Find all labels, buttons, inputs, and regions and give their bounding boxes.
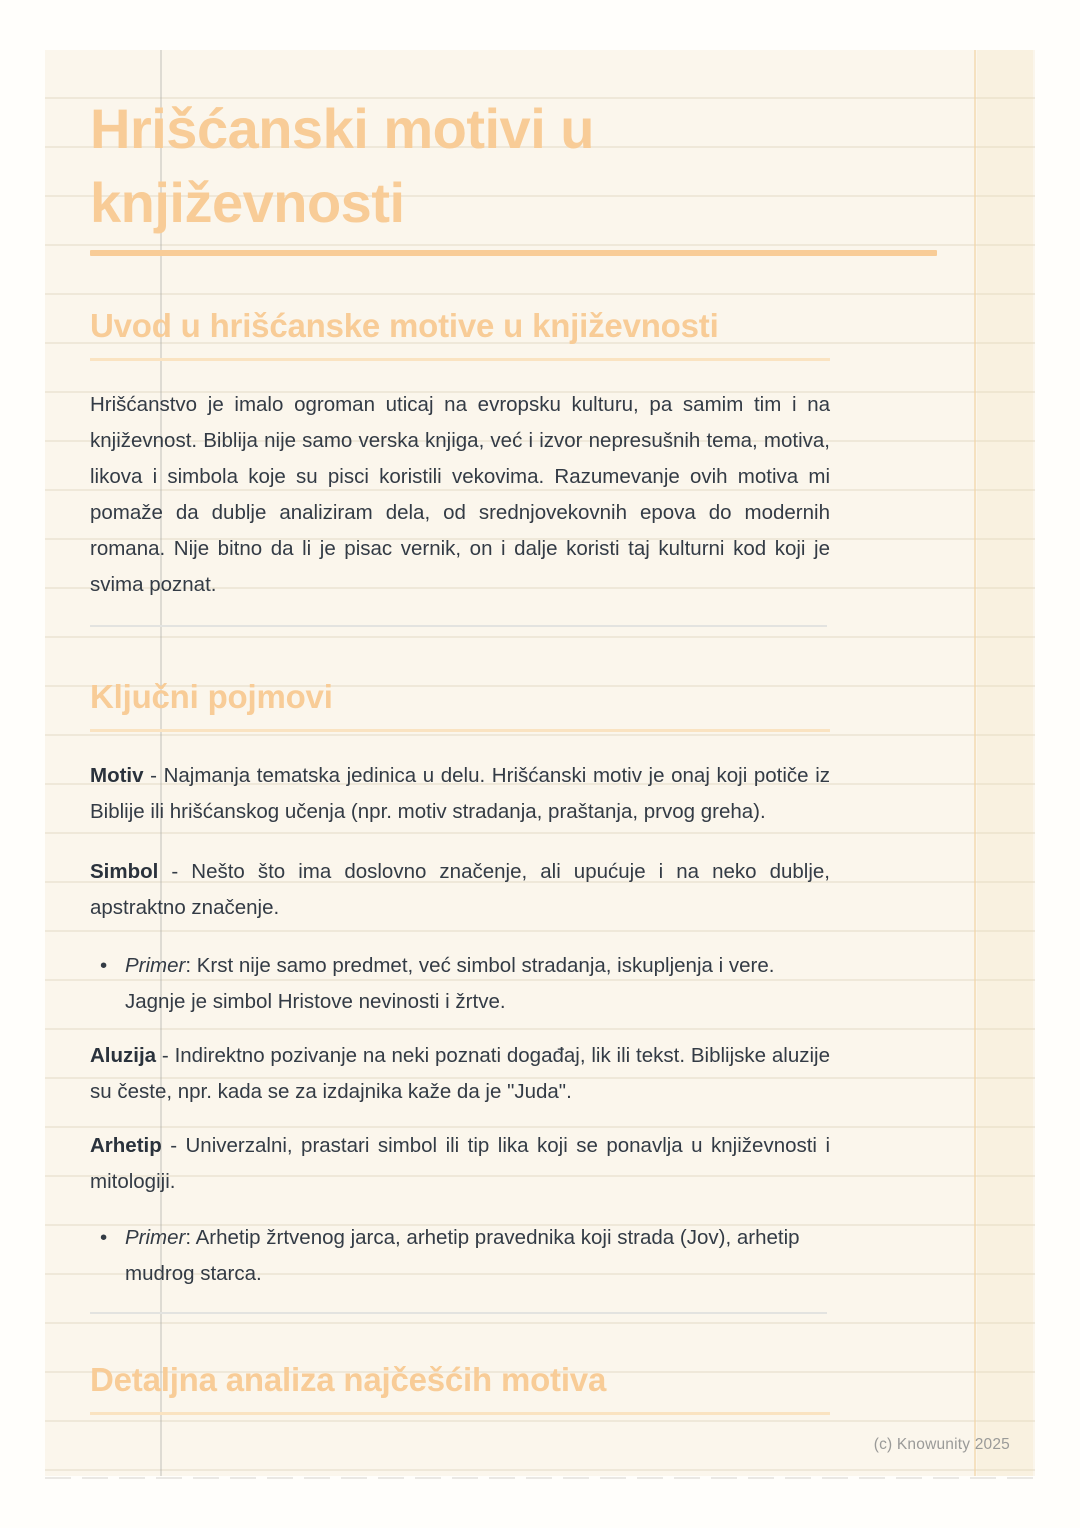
section-divider (90, 625, 827, 627)
term-motiv (90, 758, 830, 830)
copyright-notice: (c) Knowunity 2025 (873, 1436, 1010, 1453)
intro-paragraph: Hrišćanstvo je imalo ogroman uticaj na evropsku kulturu, pa samim tim i na književnost. Biblija nije samo verska knjiga, već i izvor nepresušnih tema, motiva, likova i simbola koje su pisci koristili vekovima. Razumevanje ovih motiva mi pomaže da dublje analiziram dela, od srednjovekovnih epova do modernih romana. Nije bitno da li je pisac vernik, on i dalje koristi taj kulturni kod koji je svima poznat. (90, 393, 830, 596)
bullet-icon: • (100, 954, 108, 977)
term-simbol (90, 854, 830, 926)
term-separator: - (156, 1044, 175, 1067)
heading-underline (90, 1412, 830, 1415)
example-item (90, 1220, 830, 1292)
example-list (90, 948, 830, 1020)
section-intro (90, 306, 830, 603)
term-definition: Indirektno pozivanje na neki poznati događaj, lik ili tekst. Biblijske aluzije su česte, npr. kada se za izdajnika kaže da je "Juda". (90, 1044, 831, 1103)
heading-underline (90, 729, 830, 732)
ruled-margin-band-right (977, 50, 1033, 1476)
title-rule (90, 250, 937, 256)
page-title: Hrišćanski motivi u književnosti (90, 97, 595, 234)
term-aluzija (90, 1038, 830, 1110)
section-heading-analysis: Detaljna analiza najčešćih motiva (90, 1361, 607, 1398)
bullet-icon: • (100, 1226, 108, 1249)
term-definition: Univerzalni, prastari simbol ili tip lika koji se ponavlja u književnosti i mitologiji. (90, 1134, 831, 1193)
section-heading-intro: Uvod u hrišćanske motive u književnosti (90, 307, 719, 344)
example-item (90, 948, 830, 1020)
term-definition: Najmanja tematska jedinica u delu. Hrišćanski motiv je onaj koji potiče iz Biblije ili hrišćanskog učenja (npr. motiv stradanja, praštanja, prvog greha). (90, 764, 830, 823)
page-bottom-dashed-edge (45, 1477, 1035, 1479)
section-heading-key-terms: Ključni pojmovi (90, 678, 333, 715)
section-analysis (90, 1360, 830, 1415)
term-separator: - (161, 1134, 186, 1157)
example-list (90, 1220, 830, 1292)
term-label: Motiv (90, 764, 144, 787)
example-label: Primer (125, 1226, 186, 1249)
section-divider (90, 1312, 827, 1314)
section-key-terms (90, 677, 830, 1292)
heading-underline (90, 358, 830, 361)
document-content (90, 50, 830, 1415)
term-separator: - (158, 860, 192, 883)
term-label: Arhetip (90, 1134, 162, 1157)
term-label: Aluzija (90, 1044, 157, 1067)
example-text: : Krst nije samo predmet, već simbol stradanja, iskupljenja i vere. Jagnje je simbol Hristove nevinosti i žrtve. (125, 954, 775, 1013)
example-text: : Arhetip žrtvenog jarca, arhetip pravednika koji strada (Jov), arhetip mudrog starca. (125, 1226, 800, 1285)
term-separator: - (143, 764, 164, 787)
term-label: Simbol (90, 860, 159, 883)
example-label: Primer (125, 954, 186, 977)
term-arhetip (90, 1128, 830, 1200)
paper-background (45, 50, 1035, 1476)
ruled-margin-line-right (974, 50, 976, 1476)
term-definition: Nešto što ima doslovno značenje, ali upućuje i na neko dublje, apstraktno značenje. (90, 860, 830, 919)
